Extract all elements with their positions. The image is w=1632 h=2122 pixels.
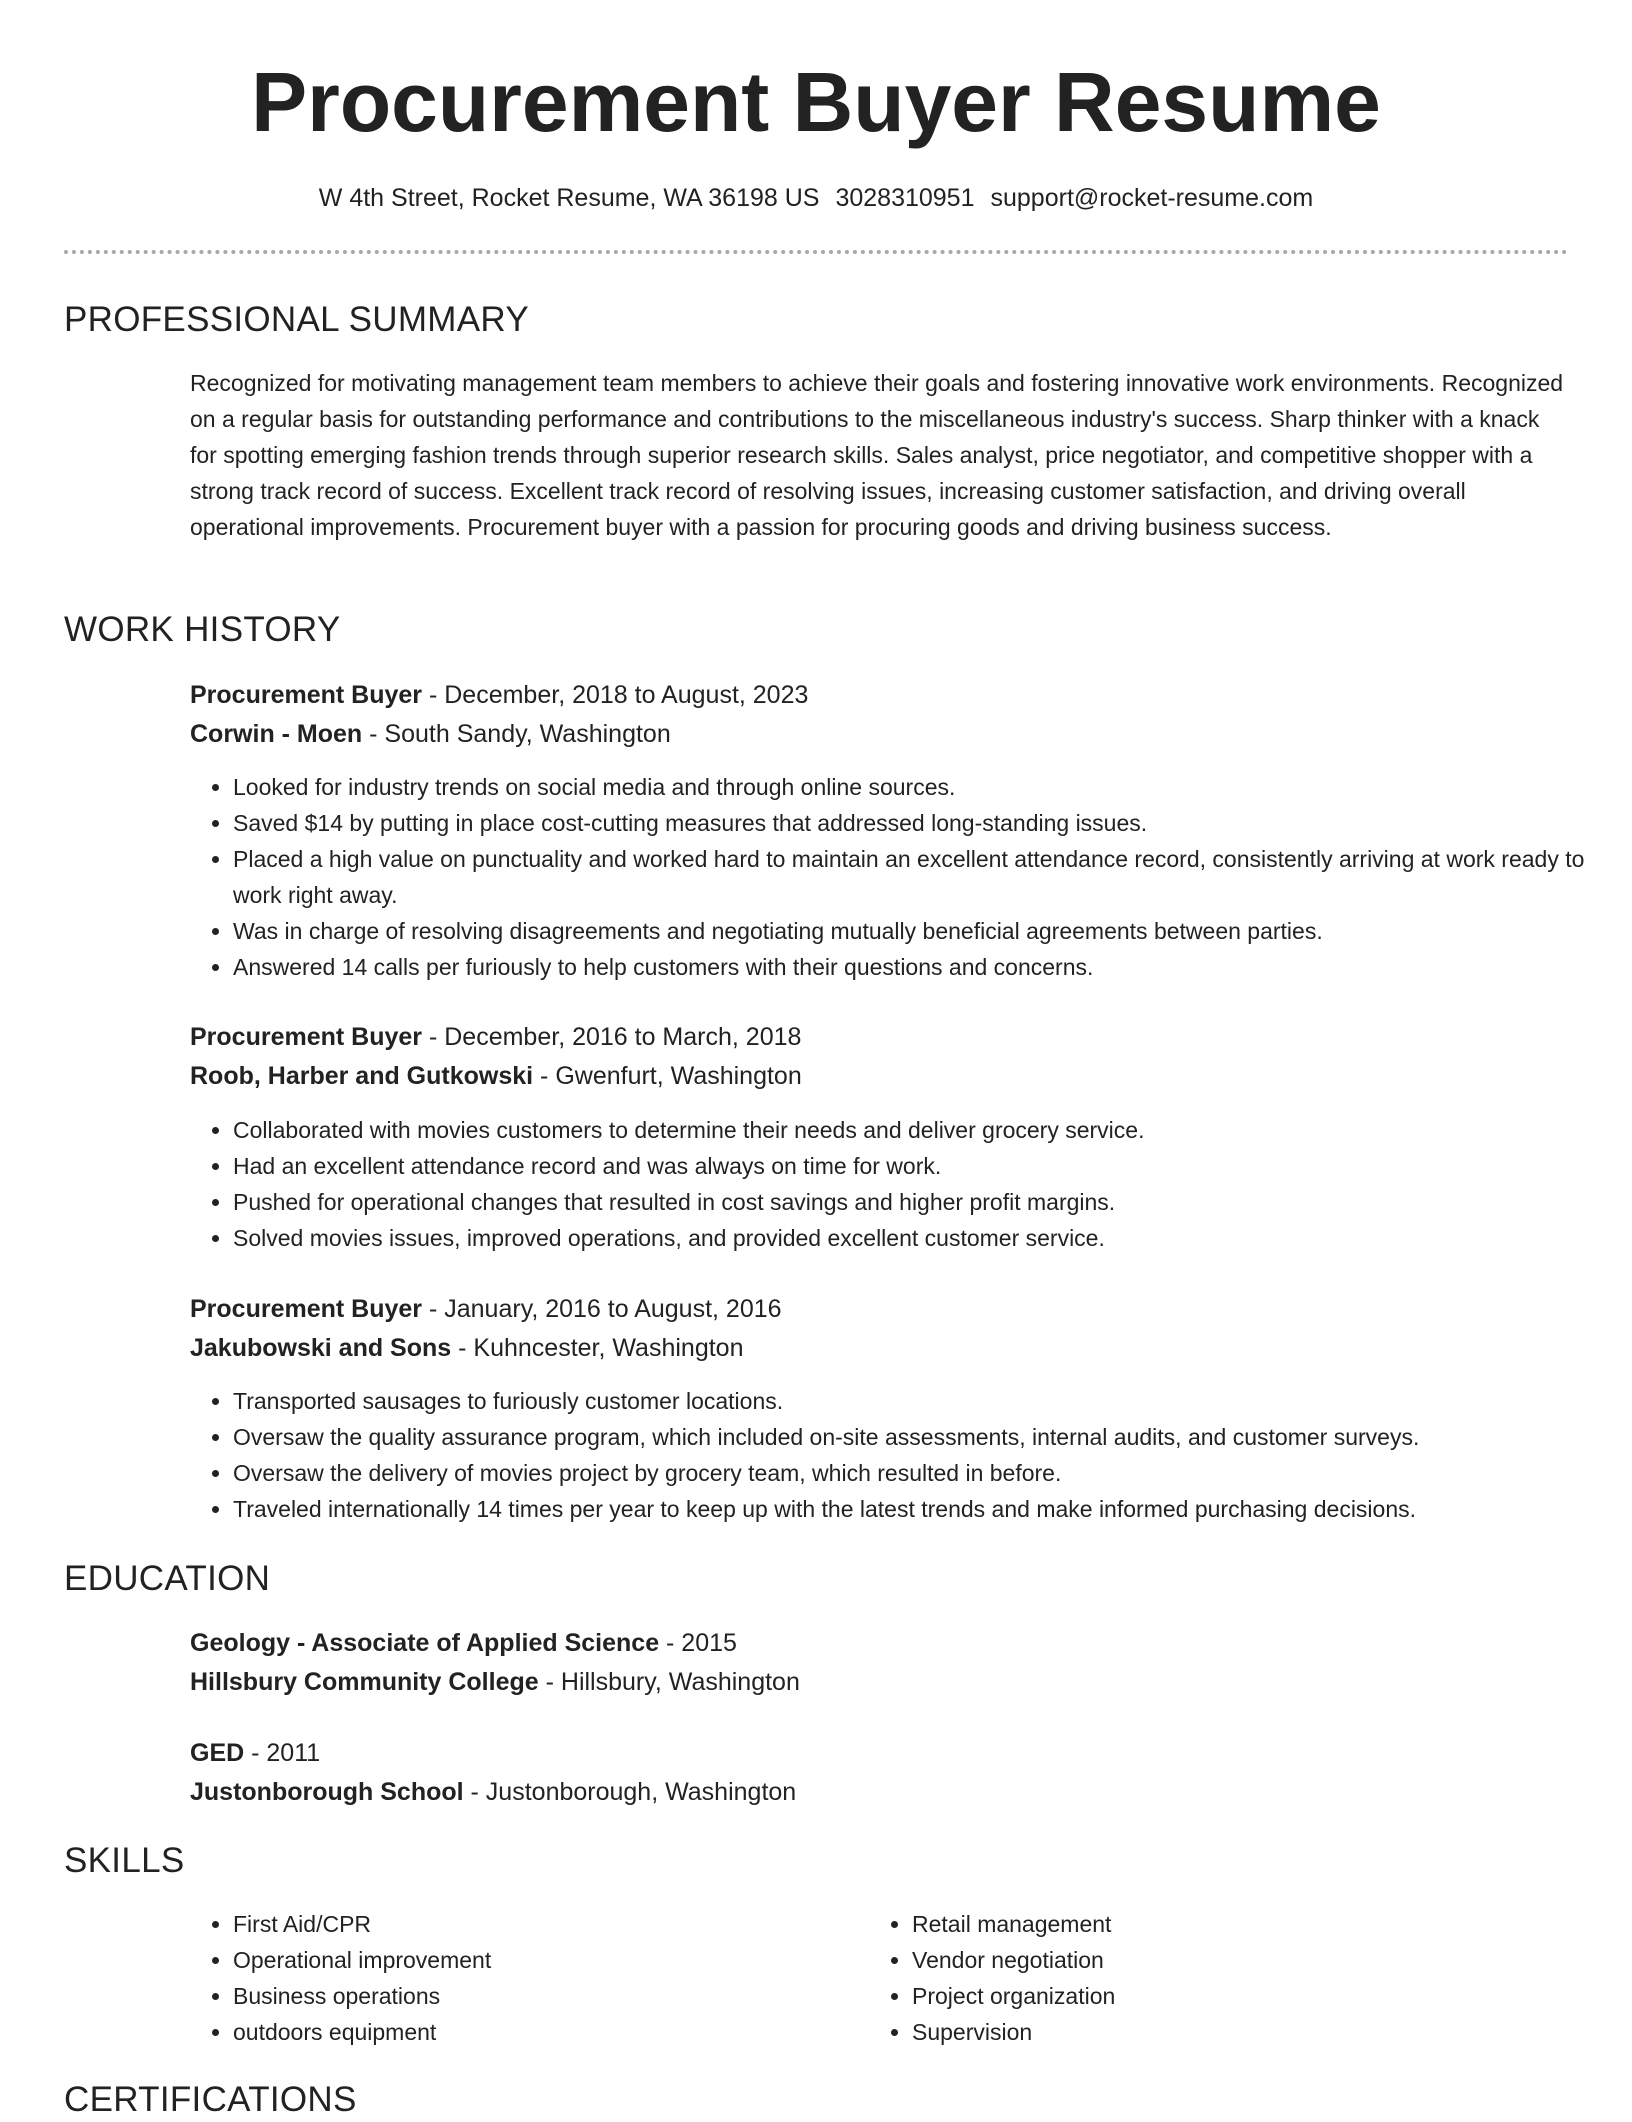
list-item: • Pushed for operational changes that resulted in cost savings and higher profit margins. xyxy=(233,1184,1613,1220)
list-item: • Solved movies issues, improved operations, and provided excellent customer service. xyxy=(233,1220,1613,1256)
job-role: Procurement Buyer xyxy=(190,1023,423,1051)
job-company-line xyxy=(190,1329,1570,1368)
education-school: Hillsbury Community College xyxy=(190,1668,539,1696)
skills-list-right xyxy=(869,1906,1532,2050)
list-item: • Transported sausages to furiously customer locations. xyxy=(233,1383,1613,1419)
education-year: - 2011 xyxy=(244,1739,321,1767)
job-company: Corwin - Moen xyxy=(190,720,363,748)
list-item: • Had an excellent attendance record and was always on time for work. xyxy=(233,1148,1613,1184)
header-divider xyxy=(64,250,1568,254)
contact-email: support@rocket-resume.com xyxy=(990,184,1314,212)
list-item: • Saved $14 by putting in place cost-cutting measures that addressed long-standing issues. xyxy=(233,805,1613,841)
list-item: • First Aid/CPR xyxy=(233,1906,853,1942)
education-degree: GED xyxy=(190,1739,245,1767)
contact-line xyxy=(0,180,1632,216)
list-item: • Supervision xyxy=(912,2014,1532,2050)
list-item: • Oversaw the delivery of movies project by grocery team, which resulted in before. xyxy=(233,1455,1613,1491)
list-item: • Business operations xyxy=(233,1978,853,2014)
job-dates: - December, 2018 to August, 2023 xyxy=(422,681,809,709)
skills-list-left xyxy=(190,1906,853,2050)
job-bullets xyxy=(190,769,1613,985)
skills-heading: SKILLS xyxy=(64,1841,185,1880)
job-location: - South Sandy, Washington xyxy=(362,720,671,748)
job-company: Jakubowski and Sons xyxy=(190,1334,452,1362)
summary-heading: PROFESSIONAL SUMMARY xyxy=(64,300,529,339)
education-year: - 2015 xyxy=(659,1629,737,1657)
job-location: - Kuhncester, Washington xyxy=(451,1334,744,1362)
job-company-line xyxy=(190,1057,1570,1096)
education-school: Justonborough School xyxy=(190,1778,464,1806)
list-item: • Placed a high value on punctuality and worked hard to maintain an excellent attendance record, consistently arriving at work ready to work right away. xyxy=(233,841,1613,913)
list-item: • Was in charge of resolving disagreements and negotiating mutually beneficial agreements between parties. xyxy=(233,913,1613,949)
list-item: • Project organization xyxy=(912,1978,1532,2014)
resume-title: Procurement Buyer Resume xyxy=(251,55,1381,149)
education-location: - Hillsbury, Washington xyxy=(538,1668,800,1696)
summary-text: Recognized for motivating management team members to achieve their goals and fostering innovative work environments. Recognized on a regular basis for outstanding performance and contributions to the miscellaneous industry's success. Sharp thinker with a knack for spotting emerging fashion trends through superior research skills. Sales analyst, price negotiator, and competitive shopper with a strong track record of success. Excellent track record of resolving issues, increasing customer satisfaction, and driving overall operational improvements. Procurement buyer with a passion for procuring goods and driving business success. xyxy=(190,370,1564,540)
education-degree: Geology - Associate of Applied Science xyxy=(190,1629,660,1657)
job-title-line xyxy=(190,1290,1570,1329)
education-degree-line xyxy=(190,1624,1570,1663)
job-role: Procurement Buyer xyxy=(190,1295,423,1323)
list-item: • Vendor negotiation xyxy=(912,1942,1532,1978)
list-item: • Answered 14 calls per furiously to help customers with their questions and concerns. xyxy=(233,949,1613,985)
list-item: • Collaborated with movies customers to determine their needs and deliver grocery service. xyxy=(233,1112,1613,1148)
job-company: Roob, Harber and Gutkowski xyxy=(190,1062,534,1090)
job-dates: - January, 2016 to August, 2016 xyxy=(422,1295,782,1323)
job-role: Procurement Buyer xyxy=(190,681,423,709)
education-school-line xyxy=(190,1663,1570,1702)
list-item: • Retail management xyxy=(912,1906,1532,1942)
list-item: • Operational improvement xyxy=(233,1942,853,1978)
contact-address: W 4th Street, Rocket Resume, WA 36198 US xyxy=(318,184,820,212)
education-degree-line xyxy=(190,1734,1570,1773)
certifications-heading: CERTIFICATIONS xyxy=(64,2080,357,2119)
education-school-line xyxy=(190,1773,1570,1812)
contact-phone: 3028310951 xyxy=(835,184,975,212)
job-dates: - December, 2016 to March, 2018 xyxy=(422,1023,802,1051)
job-entry xyxy=(190,676,1570,754)
job-bullets xyxy=(190,1383,1613,1527)
education-entry xyxy=(190,1624,1570,1702)
job-title-line xyxy=(190,676,1570,715)
education-heading: EDUCATION xyxy=(64,1559,271,1598)
education-entry xyxy=(190,1734,1570,1812)
list-item: • Traveled internationally 14 times per year to keep up with the latest trends and make informed purchasing decisions. xyxy=(233,1491,1613,1527)
list-item: • Looked for industry trends on social media and through online sources. xyxy=(233,769,1613,805)
job-bullets xyxy=(190,1112,1613,1256)
education-location: - Justonborough, Washington xyxy=(463,1778,797,1806)
job-location: - Gwenfurt, Washington xyxy=(533,1062,802,1090)
job-company-line xyxy=(190,715,1570,754)
list-item: • Oversaw the quality assurance program, which included on-site assessments, internal audits, and customer surveys. xyxy=(233,1419,1613,1455)
job-entry xyxy=(190,1018,1570,1096)
job-entry xyxy=(190,1290,1570,1368)
list-item: • outdoors equipment xyxy=(233,2014,853,2050)
job-title-line xyxy=(190,1018,1570,1057)
work-history-heading: WORK HISTORY xyxy=(64,610,341,649)
